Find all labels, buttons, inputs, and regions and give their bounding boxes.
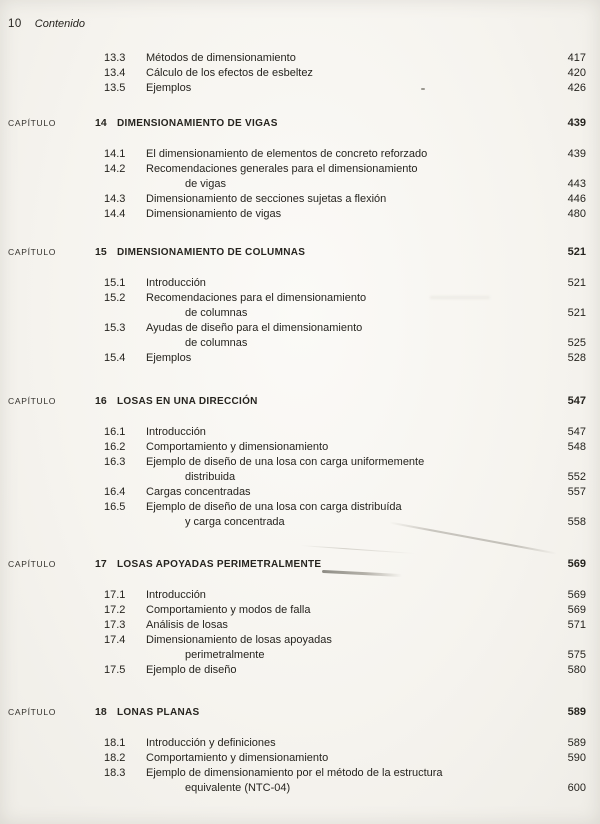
running-head-title: Contenido bbox=[34, 18, 85, 30]
section-title bbox=[146, 147, 556, 162]
section-title-line: Cálculo de los efectos de esbeltez bbox=[146, 67, 313, 79]
section-page-number: 575 bbox=[567, 649, 586, 661]
section-title-line: distribuida bbox=[185, 471, 236, 483]
chapter-heading-row bbox=[8, 557, 586, 572]
chapter-number: 18 bbox=[95, 706, 107, 718]
section-number: 18.3 bbox=[104, 767, 126, 779]
section-page-number: 571 bbox=[567, 619, 586, 631]
section-title-line: Ejemplo de diseño bbox=[146, 664, 237, 676]
chapter-page-number: 569 bbox=[567, 558, 586, 570]
section-page-number: 569 bbox=[567, 604, 586, 616]
toc-section-row bbox=[104, 751, 586, 766]
chapter-title: LONAS PLANAS bbox=[117, 707, 200, 718]
section-number: 17.3 bbox=[104, 619, 126, 631]
section-number: 14.3 bbox=[104, 193, 126, 205]
section-number: 16.2 bbox=[104, 441, 126, 453]
toc-section-row bbox=[104, 485, 586, 500]
section-title bbox=[146, 440, 556, 455]
section-page-number: 590 bbox=[567, 752, 586, 764]
section-title-line: Cargas concentradas bbox=[146, 486, 251, 498]
chapter-page-number: 439 bbox=[567, 117, 586, 129]
section-title-line: Ejemplo de dimensionamiento por el método de la estructura bbox=[146, 767, 443, 779]
section-title bbox=[146, 351, 556, 366]
chapter-label: CAPÍTULO bbox=[8, 396, 57, 406]
section-title-line: de columnas bbox=[185, 307, 248, 319]
chapter-sections bbox=[8, 147, 586, 222]
chapter-label: CAPÍTULO bbox=[8, 707, 57, 717]
chapter-number: 16 bbox=[95, 395, 107, 407]
toc-section-row bbox=[104, 207, 586, 222]
toc-section-row bbox=[104, 51, 586, 66]
table-of-contents bbox=[8, 51, 586, 796]
section-title bbox=[146, 51, 556, 66]
section-title-line: y carga concentrada bbox=[185, 516, 285, 528]
section-number: 15.1 bbox=[104, 277, 126, 289]
section-page-number: 521 bbox=[567, 307, 586, 319]
toc-section-row bbox=[104, 736, 586, 751]
section-title-line: Comportamiento y dimensionamiento bbox=[146, 441, 329, 453]
page-header bbox=[8, 17, 586, 32]
section-number: 14.1 bbox=[104, 148, 126, 160]
section-title bbox=[146, 81, 556, 96]
toc-section-row bbox=[104, 500, 586, 530]
section-number: 18.1 bbox=[104, 737, 126, 749]
section-title-line: El dimensionamiento de elementos de concreto reforzado bbox=[146, 148, 428, 160]
toc-section-row bbox=[104, 351, 586, 366]
chapter-label: CAPÍTULO bbox=[8, 118, 57, 128]
section-number: 18.2 bbox=[104, 752, 126, 764]
section-title-line: Ejemplos bbox=[146, 352, 192, 364]
section-title-line: Dimensionamiento de losas apoyadas bbox=[146, 634, 332, 646]
section-title bbox=[146, 500, 556, 530]
section-title-line: Introducción bbox=[146, 589, 206, 601]
chapter-label: CAPÍTULO bbox=[8, 559, 57, 569]
page-number: 10 bbox=[8, 18, 22, 30]
toc-section-row bbox=[104, 147, 586, 162]
chapter-number: 15 bbox=[95, 246, 107, 258]
section-title bbox=[146, 192, 556, 207]
chapter-sections bbox=[8, 588, 586, 678]
section-number: 17.5 bbox=[104, 664, 126, 676]
section-title-line: perimetralmente bbox=[185, 649, 265, 661]
section-title bbox=[146, 751, 556, 766]
toc-section-row bbox=[104, 618, 586, 633]
chapter-title: DIMENSIONAMIENTO DE COLUMNAS bbox=[117, 247, 306, 258]
section-title bbox=[146, 633, 556, 663]
chapter-page-number: 521 bbox=[567, 246, 586, 258]
toc-section-row bbox=[104, 291, 586, 321]
section-number: 13.4 bbox=[104, 67, 126, 79]
section-title bbox=[146, 485, 556, 500]
section-page-number: 580 bbox=[567, 664, 586, 676]
section-number: 15.4 bbox=[104, 352, 126, 364]
section-title bbox=[146, 663, 556, 678]
chapter-block bbox=[8, 245, 586, 366]
toc-section-row bbox=[104, 455, 586, 485]
section-title-line: Ejemplos bbox=[146, 82, 192, 94]
section-title bbox=[146, 455, 556, 485]
chapter-page-number: 589 bbox=[567, 706, 586, 718]
toc-section-row bbox=[104, 425, 586, 440]
section-title bbox=[146, 603, 556, 618]
chapter-heading-row bbox=[8, 245, 586, 260]
chapter-sections bbox=[8, 736, 586, 796]
section-page-number: 547 bbox=[567, 426, 586, 438]
section-page-number: 480 bbox=[567, 208, 586, 220]
chapter-block bbox=[8, 394, 586, 530]
chapter-block bbox=[8, 557, 586, 678]
section-title bbox=[146, 321, 556, 351]
section-page-number: 558 bbox=[567, 516, 586, 528]
chapter-number: 17 bbox=[95, 558, 107, 570]
chapter-sections bbox=[8, 276, 586, 366]
section-title bbox=[146, 618, 556, 633]
toc-section-row bbox=[104, 588, 586, 603]
section-number: 16.4 bbox=[104, 486, 126, 498]
section-number: 15.3 bbox=[104, 322, 126, 334]
section-title bbox=[146, 66, 556, 81]
chapter-heading-row bbox=[8, 705, 586, 720]
section-page-number: 426 bbox=[567, 82, 586, 94]
toc-section-row bbox=[104, 192, 586, 207]
section-page-number: 417 bbox=[567, 52, 586, 64]
section-number: 17.1 bbox=[104, 589, 126, 601]
section-page-number: 557 bbox=[567, 486, 586, 498]
toc-section-row bbox=[104, 66, 586, 81]
section-page-number: 420 bbox=[567, 67, 586, 79]
toc-section-row bbox=[104, 162, 586, 192]
chapter-page-number: 547 bbox=[567, 395, 586, 407]
toc-section-row bbox=[104, 81, 586, 96]
section-title bbox=[146, 291, 556, 321]
toc-section-row bbox=[104, 603, 586, 618]
section-title-line: equivalente (NTC-04) bbox=[185, 782, 291, 794]
section-title bbox=[146, 766, 556, 796]
section-title-line: Comportamiento y dimensionamiento bbox=[146, 752, 329, 764]
section-page-number: 443 bbox=[567, 178, 586, 190]
section-title-line: Comportamiento y modos de falla bbox=[146, 604, 311, 616]
section-title bbox=[146, 736, 556, 751]
toc-section-row bbox=[104, 766, 586, 796]
section-number: 17.4 bbox=[104, 634, 126, 646]
section-title-line: Ejemplo de diseño de una losa con carga uniformemente bbox=[146, 456, 425, 468]
toc-section-row bbox=[104, 633, 586, 663]
chapter-label: CAPÍTULO bbox=[8, 247, 57, 257]
section-page-number: 589 bbox=[567, 737, 586, 749]
chapter-heading-row bbox=[8, 394, 586, 409]
toc-section-row bbox=[104, 276, 586, 291]
section-title-line: de vigas bbox=[185, 178, 226, 190]
section-title-line: Métodos de dimensionamiento bbox=[146, 52, 296, 64]
chapter-title: DIMENSIONAMIENTO DE VIGAS bbox=[117, 118, 278, 129]
section-page-number: 525 bbox=[567, 337, 586, 349]
section-page-number: 600 bbox=[567, 782, 586, 794]
chapter-block bbox=[8, 705, 586, 796]
chapter-sections bbox=[8, 425, 586, 530]
section-title bbox=[146, 588, 556, 603]
section-title-line: de columnas bbox=[185, 337, 248, 349]
section-title-line: Introducción bbox=[146, 277, 206, 289]
section-title-line: Recomendaciones generales para el dimensionamiento bbox=[146, 163, 418, 175]
section-title-line: Análisis de losas bbox=[146, 619, 228, 631]
section-title-line: Dimensionamiento de vigas bbox=[146, 208, 282, 220]
section-title bbox=[146, 162, 556, 192]
section-title-line: Dimensionamiento de secciones sujetas a flexión bbox=[146, 193, 387, 205]
section-page-number: 552 bbox=[567, 471, 586, 483]
section-page-number: 439 bbox=[567, 148, 586, 160]
section-title-line: Introducción bbox=[146, 426, 206, 438]
section-page-number: 446 bbox=[567, 193, 586, 205]
section-number: 13.3 bbox=[104, 52, 126, 64]
section-number: 13.5 bbox=[104, 82, 126, 94]
section-title-line: Ayudas de diseño para el dimensionamiento bbox=[146, 322, 363, 334]
section-number: 14.4 bbox=[104, 208, 126, 220]
toc-section-row bbox=[104, 663, 586, 678]
section-number: 16.3 bbox=[104, 456, 126, 468]
section-number: 14.2 bbox=[104, 163, 126, 175]
section-title-line: Introducción y definiciones bbox=[146, 737, 276, 749]
chapter-title: LOSAS APOYADAS PERIMETRALMENTE bbox=[117, 559, 322, 570]
toc-section-row bbox=[104, 321, 586, 351]
section-title-line: Ejemplo de diseño de una losa con carga distribuída bbox=[146, 501, 402, 513]
section-page-number: 548 bbox=[567, 441, 586, 453]
chapter-number: 14 bbox=[95, 117, 107, 129]
section-number: 15.2 bbox=[104, 292, 126, 304]
section-title bbox=[146, 425, 556, 440]
section-title-line: Recomendaciones para el dimensionamiento bbox=[146, 292, 367, 304]
section-title bbox=[146, 207, 556, 222]
chapter-block bbox=[8, 116, 586, 222]
leading-sections-block bbox=[8, 51, 586, 96]
section-number: 16.5 bbox=[104, 501, 126, 513]
chapter-heading-row bbox=[8, 116, 586, 131]
toc-section-row bbox=[104, 440, 586, 455]
section-page-number: 528 bbox=[567, 352, 586, 364]
section-page-number: 521 bbox=[567, 277, 586, 289]
section-number: 16.1 bbox=[104, 426, 126, 438]
section-title bbox=[146, 276, 556, 291]
section-number: 17.2 bbox=[104, 604, 126, 616]
chapter-title: LOSAS EN UNA DIRECCIÓN bbox=[117, 396, 258, 407]
section-page-number: 569 bbox=[567, 589, 586, 601]
